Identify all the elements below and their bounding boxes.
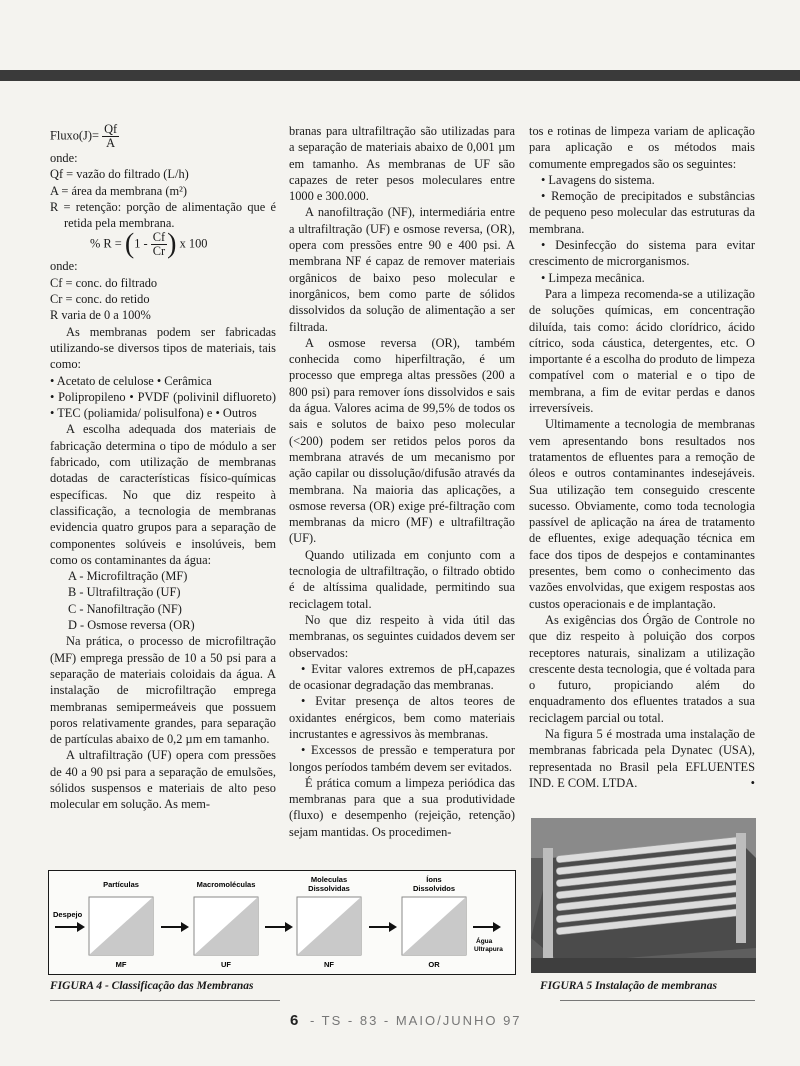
paragraph: A escolha adequada dos materiais de fabricação determina o tipo de módulo a ser fabricado, com utilização de membranas dotadas de características físico-químicas específicas. No que diz respeito à classificação, a tecnologia de membranas evidencia quatro grupos para a separação de componentes solúveis e insolúveis, bem como os contaminantes da água: [50, 422, 276, 567]
arrow-icon [161, 922, 189, 932]
care-item-1: • Evitar valores extremos de pH,capazes de ocasionar degradação das membranas. [289, 661, 515, 693]
label-nf: NF [324, 960, 334, 969]
label-moleculas: Moleculas [310, 875, 348, 884]
page-number: 6 [290, 1012, 299, 1029]
label-dissolvidos: Dissolvidos [412, 884, 456, 893]
definition-cf: Cf = conc. do filtrado [50, 275, 158, 290]
cleaning-item-1: • Lavagens do sistema. [541, 172, 655, 187]
classification-svg [49, 871, 515, 974]
definition-cr: Cr = conc. do retido [50, 292, 150, 307]
care-item-3: • Excessos de pressão e temperatura por longos períodos também devem ser evitados. [289, 743, 515, 774]
footer-rule-right [560, 1000, 755, 1001]
column-3 [529, 123, 755, 791]
cleaning-item-2: • Remoção de precipitados e substâncias de pequeno peso molecular das estruturas da membrana. [529, 189, 755, 236]
definition-r-range: R varia de 0 a 100% [50, 308, 151, 323]
label-dissolvidas: Dissolvidas [308, 884, 350, 893]
paragraph: Na prática, o processo de microfiltração (MF) emprega pressão de 10 a 50 psi para a separação de materiais coloidais da água. A instalação de microfiltração emprega membranas semipermeáveis que possuem poros relativamente grandes, para separação de partículas abaixo de 0,2 µm em tamanho. [50, 634, 276, 747]
onde-label-2: onde: [50, 259, 78, 274]
paragraph: Para a limpeza recomenda-se a utilização de soluções químicas, em concentração diluída, tais como: ácido clorídrico, ácido cítrico, soda cáustica, detergentes, etc. O importante é a escolha do produto de limpeza compatível com o material e o tipo de membrana, a fim de evitar perdas e danos irreversíveis. [529, 286, 755, 416]
definition-qf: Qf = vazão do filtrado (L/h) [50, 167, 189, 182]
column-2 [289, 123, 515, 840]
label-uf: UF [221, 960, 231, 969]
formula-retention-one: 1 - [134, 236, 148, 251]
label-mf: MF [115, 960, 127, 969]
paragraph: Quando utilizada em conjunto com a tecnologia de ultrafiltração, o filtrado obtido é de altíssima qualidade, permitindo sua reciclagem total. [289, 547, 515, 611]
label-ions: Íons [426, 875, 442, 884]
cleaning-item-3: • Desinfecção do sistema para evitar crescimento de microrganismos. [529, 238, 755, 269]
paragraph: As exigências dos Órgão de Controle no que diz respeito à poluição dos corpos receptores naturais, sinalizam a utilização crescente desta tecnologia, que é voltada para o futuro, propiciando além do enquadramento dos efluentes tratados a sua reciclagem parcial ou total. [529, 612, 756, 725]
membrane-box-or [402, 897, 466, 955]
paragraph: branas para ultrafiltração são utilizadas para a separação de materiais abaixo de 0,001 µm em tamanho. As membranas de UF são capazes de reter pesos moleculares entre 1000 e 300.000. [289, 124, 515, 204]
formula-retention-denominator: Cr [152, 244, 166, 259]
top-rule [0, 70, 800, 81]
column-1 [50, 123, 276, 813]
paragraph: A osmose reversa (OR), também conhecida como hiperfiltração, é um processo que emprega altas pressões (200 a 800 psi) para remover íons dissolvidos e sais da água. Valores acima de 99,5% de todos os sais e solutos de baixo peso molecular (<200) podem ser retidos pelos poros da membrana através de um mecanismo por ação capilar ou dissolução/difusão através da membrana. Na maioria das aplicações, a osmose reversa (OR) exige pré-filtração com membranas da micro (MF) e ultrafiltração (UF). [289, 335, 515, 546]
formula-flux-fraction [102, 123, 119, 150]
onde-label: onde: [50, 151, 78, 165]
membrane-installation-illustration [531, 818, 756, 973]
formula-retention-suffix: x 100 [179, 236, 208, 251]
paragraph: As membranas podem ser fabricadas utilizando-se diversos tipos de materiais, tais como: [50, 324, 276, 372]
formula-retention-prefix: % R = [90, 236, 122, 251]
formula-retention: % R = (1 - $\frac{Cf}{Cr}$ ) x 100 [90, 228, 208, 260]
end-mark: • [750, 775, 755, 790]
label-or: OR [428, 960, 440, 969]
figure5-caption: FIGURA 5 Instalação de membranas [540, 980, 717, 992]
definition-r: R = retenção: porção de alimentação que é retida pela membrana. [50, 199, 276, 231]
figure5-reference: Na figura 5 é mostrada uma instalação de membranas fabricada pela Dynatec (USA), representada no Brasil pela EFLUENTES IND. E COM. LTDA. [529, 726, 755, 790]
group-c: C - Nanofiltração (NF) [68, 601, 182, 616]
membrane-box-nf [297, 897, 361, 955]
membrane-box-mf [89, 897, 153, 955]
care-item-2: • Evitar presença de altos teores de oxidantes enérgicos, bem como materiais incrustantes e agressivos às membranas. [289, 694, 515, 741]
footer-rule-left [50, 1000, 280, 1001]
page-footer [290, 1012, 522, 1029]
formula-flux-numerator: Qf [104, 122, 118, 136]
paragraph: A ultrafiltração (UF) opera com pressões de 40 a 90 psi para a separação de emulsões, sólidos suspensos e materiais de alto peso molecular em solução. As mem- [50, 748, 276, 812]
formula-retention-fraction [151, 231, 167, 258]
materials-list-1: • Acetato de celulose • Cerâmica [50, 373, 212, 388]
group-a: A - Microfiltração (MF) [68, 569, 188, 584]
paragraph: É prática comum a limpeza periódica das membranas para que a sua produtividade (fluxo) e desempenho (rejeição, retenção) sejam mantidas. Os procedimen- [289, 775, 515, 839]
definition-a: A = área da membrana (m²) [50, 183, 187, 198]
label-ultrapura: Ultrapura [474, 946, 503, 953]
arrow-icon [55, 922, 85, 932]
formula-retention-numerator: Cf [152, 230, 166, 245]
membrane-installation-photo [531, 818, 756, 973]
formula-flux [50, 123, 276, 150]
paragraph [529, 726, 755, 791]
paragraph: A nanofiltração (NF), intermediária entre a ultrafiltração (UF) e osmose reversa, (OR), opera com pressões entre 90 e 400 psi. A membrana NF é capaz de remover materiais orgânicos de baixo peso molecular e inorgânicos, bem como parte de sólidos dissolvidos da solução de alimentação a ser filtrada. [289, 205, 515, 334]
formula-flux-label: Fluxo(J)= [50, 128, 99, 143]
cleaning-item-4: • Limpeza mecânica. [541, 270, 645, 285]
formula-flux-denominator: A [106, 136, 116, 150]
label-macromoleculas: Macromoléculas [196, 880, 256, 889]
membrane-classification-diagram [48, 870, 516, 975]
paragraph: tos e rotinas de limpeza variam de aplicação para aplicação e os métodos mais comumente empregados são os seguintes: [529, 124, 755, 171]
paragraph: No que diz respeito à vida útil das membranas, os seguintes cuidados devem ser observados: [289, 612, 515, 660]
group-d: D - Osmose reversa (OR) [68, 618, 195, 633]
label-despejo: Despejo [53, 910, 83, 919]
figure4-caption: FIGURA 4 - Classificação das Membranas [50, 980, 254, 992]
issue-info: - TS - 83 - MAIO/JUNHO 97 [309, 1013, 522, 1028]
membrane-box-uf [194, 897, 258, 955]
arrow-icon [369, 922, 397, 932]
arrow-icon [473, 922, 501, 932]
materials-list-2: • Polipropileno • PVDF (polivinil difluoreto) • TEC (poliamida/ polisulfona) e • Outros [50, 389, 276, 421]
paragraph: Ultimamente a tecnologia de membranas vem apresentando bons resultados nos tratamentos de efluentes para a remoção de óleos e outros contaminantes indesejáveis. Sua utilização tem conseguido crescente sucesso. Obviamente, como toda tecnologia passível de aplicação na área de tratamento de efluentes, exige adequação técnica em face dos tipos de despejos e contaminantes presentes, bem como o conhecimento das vazões envolvidas, que exigem respostas aos custos operacionais e de implantação. [529, 417, 755, 611]
label-agua: Água [476, 938, 493, 945]
arrow-icon [265, 922, 293, 932]
label-particulas: Partículas [103, 880, 139, 889]
group-b: B - Ultrafiltração (UF) [68, 585, 181, 600]
